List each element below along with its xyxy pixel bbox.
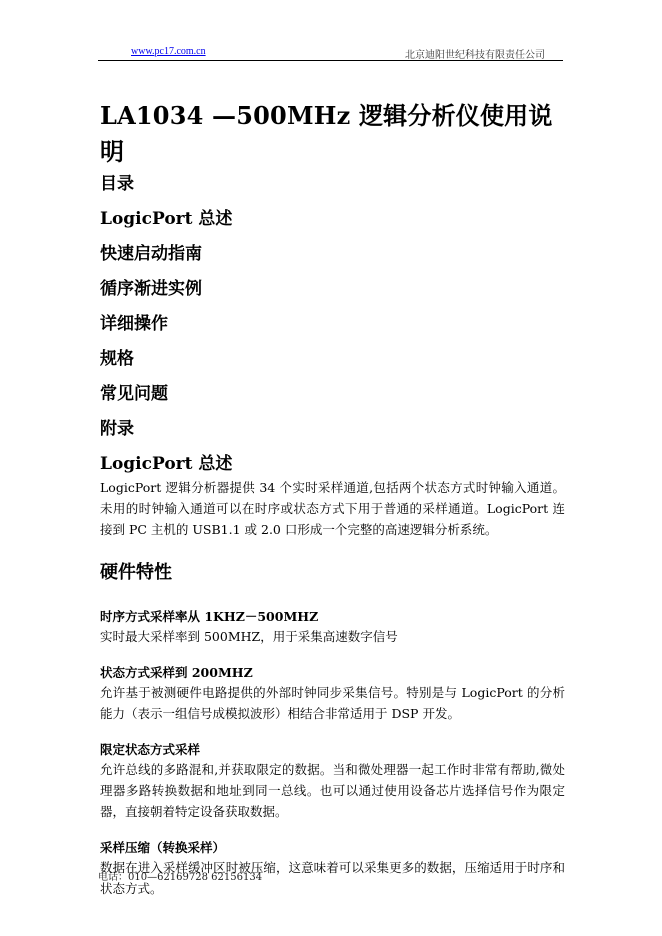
feature-title: 状态方式采样到 200MHZ <box>100 665 253 680</box>
website-link[interactable]: www.pc17.com.cn <box>131 46 206 57</box>
toc-item-quick-start[interactable]: 快速启动指南 <box>100 244 202 264</box>
table-of-contents <box>100 173 565 440</box>
feature-item <box>100 664 565 724</box>
feature-item <box>100 741 565 822</box>
toc-item-faq[interactable]: 常见问题 <box>100 384 168 404</box>
feature-description: 数据在进入采样缓冲区时被压缩，这意味着可以采集更多的数据，压缩适用于时序和状态方式。 <box>100 860 565 896</box>
toc-item-detailed-operation[interactable]: 详细操作 <box>100 314 168 334</box>
toc-item-contents[interactable]: 目录 <box>100 174 134 194</box>
feature-title: 限定状态方式采样 <box>100 742 201 757</box>
toc-item-logicport-overview[interactable]: LogicPort 总述 <box>100 209 233 229</box>
hardware-heading: 硬件特性 <box>100 562 172 583</box>
toc-item-specifications[interactable]: 规格 <box>100 349 134 369</box>
feature-description: 允许基于被测硬件电路提供的外部时钟同步采集信号。特别是与 LogicPort 的分析能力（表示一组信号成模拟波形）相结合非常适用于 DSP 开发。 <box>100 685 565 721</box>
feature-title: 采样压缩（转换采样） <box>100 840 226 855</box>
feature-description: 实时最大采样率到 500MHZ，用于采集高速数字信号 <box>100 629 398 644</box>
feature-title: 时序方式采样率从 1KHZ－500MHZ <box>100 609 319 624</box>
page-footer-phone: 电话：010—62169728 62156134 <box>98 872 263 883</box>
feature-item <box>100 608 565 647</box>
overview-paragraph: LogicPort 逻辑分析器提供 34 个实时采样通道,包括两个状态方式时钟输入通道。未用的时钟输入通道可以在时序或状态方式下用于普通的采样通道。LogicPort 连接到 PC 主机的 USB1.1 或 2.0 口形成一个完整的高速逻辑分析系统。 <box>100 480 565 537</box>
document-title: LA1034 —500MHz 逻辑分析仪使用说明 <box>100 101 553 166</box>
toc-item-step-by-step[interactable]: 循序渐进实例 <box>100 279 202 299</box>
document-body <box>100 98 565 916</box>
overview-heading: LogicPort 总述 <box>100 454 233 474</box>
toc-item-appendix[interactable]: 附录 <box>100 419 134 439</box>
company-name: 北京迪阳世纪科技有限责任公司 <box>405 50 545 61</box>
feature-description: 允许总线的多路混和,并获取限定的数据。当和微处理器一起工作时非常有帮助,微处理器多路转换数据和地址到同一总线。也可以通过使用设备芯片选择信号作为限定器，直接朝着特定设备获取数据。 <box>100 762 565 819</box>
page-header <box>98 44 563 61</box>
